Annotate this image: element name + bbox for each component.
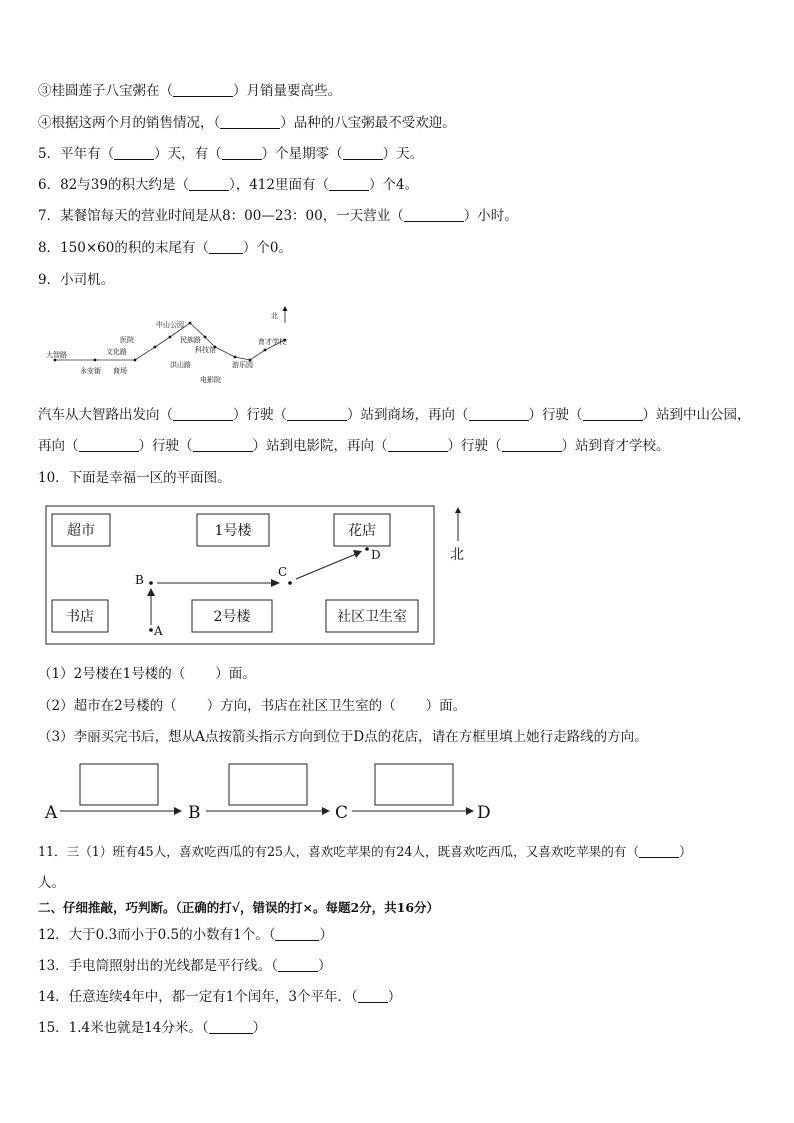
stop-label: 电影院 <box>200 376 221 384</box>
stop-dot <box>154 346 157 349</box>
point-c-label: C <box>278 565 288 579</box>
answer-blank[interactable] <box>329 176 369 191</box>
route-map <box>40 305 310 390</box>
answer-blank[interactable] <box>639 843 679 858</box>
question-11-cont: 人。 <box>38 875 65 891</box>
answer-blank[interactable] <box>358 988 388 1003</box>
path-c-d <box>296 554 356 579</box>
north-arrowhead-icon <box>283 306 288 311</box>
question-12 <box>38 925 333 945</box>
text: 12．大于0.3而小于0.5的小数有1个。（ <box>38 927 276 943</box>
text: ）个星期零（ <box>261 146 343 162</box>
point-b-dot <box>149 581 153 585</box>
flower-label: 花店 <box>348 523 376 539</box>
building2-label: 2号楼 <box>213 609 251 625</box>
text: ） <box>679 844 692 859</box>
stop-dot <box>54 359 57 362</box>
arrowhead-icon <box>174 807 182 815</box>
text: ） <box>252 1020 267 1036</box>
text: ）行驶（ <box>138 438 193 454</box>
stop-dot <box>189 322 192 325</box>
text: 汽车从大智路出发向（ <box>38 407 173 423</box>
question-13 <box>38 956 331 976</box>
q4-line4 <box>38 113 456 133</box>
stop-dot <box>169 336 172 339</box>
arrowhead-icon <box>353 550 362 558</box>
answer-blank[interactable] <box>287 406 347 421</box>
stop-dot <box>134 359 137 362</box>
section-2-heading: 二、仔细推敲，巧判断。（正确的打√，错误的打×。每题2分，共16分） <box>38 900 440 915</box>
text: ）小时。 <box>463 208 518 224</box>
route-point-c: C <box>335 803 349 823</box>
text: ）站到育才学校。 <box>561 438 670 454</box>
text: ）面。 <box>425 698 467 714</box>
question-8 <box>38 238 292 258</box>
text: ）面。 <box>215 666 256 682</box>
text: ）站到中山公园， <box>642 407 751 423</box>
point-d-dot <box>365 547 369 551</box>
answer-blank[interactable] <box>502 437 562 452</box>
answer-blank[interactable] <box>114 145 154 160</box>
text: ③桂圆莲子八宝粥在（ <box>38 83 173 99</box>
question-5 <box>38 144 423 164</box>
answer-blank[interactable] <box>388 437 448 452</box>
stop-dot <box>264 349 267 352</box>
text: ）行驶（ <box>447 438 502 454</box>
stop-label: 中山公园 <box>156 321 184 329</box>
point-d-label: D <box>371 548 381 562</box>
point-c-dot <box>288 581 292 585</box>
question-10-sub3: （3）李丽买完书后，想从A点按箭头指示方向到位于D点的花店，请在方框里填上她行走路线的方向。 <box>38 729 648 745</box>
north-label: 北 <box>450 547 464 563</box>
answer-blank[interactable] <box>222 145 262 160</box>
text: ）月销量要高些。 <box>233 83 341 99</box>
text: 11．三（1）班有45人，喜欢吃西瓜的有25人，喜欢吃苹果的有24人，既喜欢吃西瓜，又喜欢吃苹果的有（ <box>38 844 640 859</box>
route-point-d: D <box>477 803 491 823</box>
text: ）天。 <box>382 146 424 162</box>
route-point-a: A <box>45 803 58 823</box>
stop-label: 洪山路 <box>170 361 191 369</box>
text: ）行驶（ <box>528 407 583 423</box>
text: ）站到电影院，再向（ <box>252 438 388 454</box>
stop-label: 大智路 <box>46 351 67 359</box>
answer-blank[interactable] <box>79 437 139 452</box>
stop-dot <box>204 336 207 339</box>
question-7 <box>38 206 518 226</box>
question-10-sub1 <box>38 664 256 684</box>
stop-label: 医院 <box>120 336 134 344</box>
direction-box-1[interactable] <box>80 764 158 805</box>
text: 6．82与39的积大约是（ <box>38 177 189 193</box>
answer-blank[interactable] <box>278 957 318 972</box>
question-9-line1 <box>38 405 751 425</box>
text: ） <box>317 958 332 974</box>
arrowhead-icon <box>147 588 155 596</box>
stop-dot <box>234 356 237 359</box>
question-9-line2 <box>38 436 670 456</box>
route-point-b: B <box>188 803 201 823</box>
arrowhead-icon <box>466 807 474 815</box>
answer-blank[interactable] <box>469 406 529 421</box>
answer-blank[interactable] <box>404 207 464 222</box>
answer-blank[interactable] <box>275 926 319 941</box>
north-label: 北 <box>271 312 278 320</box>
text: 7．某餐馆每天的营业时间是从8：00—23：00，一天营业（ <box>38 208 404 224</box>
point-a-dot <box>149 628 153 632</box>
point-b-label: B <box>135 573 144 587</box>
bookstore-label: 书店 <box>66 609 94 625</box>
text: （1）2号楼在1号楼的（ <box>38 666 186 682</box>
text: 5．平年有（ <box>38 146 115 162</box>
stop-label: 商场 <box>113 367 127 375</box>
community-plan-map <box>44 503 484 649</box>
text: ）行驶（ <box>233 407 287 423</box>
text: ）站到商场，再向（ <box>347 407 469 423</box>
q4-line3 <box>38 81 341 101</box>
answer-blank[interactable] <box>173 82 233 97</box>
text: 8．150×60的积的末尾有（ <box>38 240 209 256</box>
north-arrowhead-icon <box>455 507 461 513</box>
text: 再向（ <box>38 438 79 454</box>
answer-blank[interactable] <box>189 176 229 191</box>
answer-blank[interactable] <box>209 239 243 254</box>
stop-label: 育才学校 <box>258 338 286 346</box>
direction-box-2[interactable] <box>229 764 307 805</box>
text: ） <box>387 989 402 1005</box>
text: ）个0。 <box>242 240 292 256</box>
stop-label: 永安街 <box>80 367 101 375</box>
question-6 <box>38 175 418 195</box>
text: ④根据这两个月的销售情况，（ <box>38 115 221 131</box>
text: 13．手电筒照射出的光线都是平行线。（ <box>38 958 278 974</box>
question-10-title: 10．下面是幸福一区的平面图。 <box>38 470 231 486</box>
question-15 <box>38 1018 266 1038</box>
answer-blank[interactable] <box>209 1019 253 1034</box>
clinic-label: 社区卫生室 <box>337 609 407 625</box>
text: ）天，有（ <box>154 146 222 162</box>
stop-label: 民族路 <box>180 336 201 344</box>
point-a-label: A <box>154 624 163 638</box>
direction-box-3[interactable] <box>375 764 453 805</box>
text: ） <box>319 927 333 943</box>
arrowhead-icon <box>271 579 280 587</box>
answer-blank[interactable] <box>173 406 233 421</box>
text: ）方向，书店在社区卫生室的（ <box>206 698 396 714</box>
text: 14．任意连续4年中，都一定有1个闰年，3个平年．（ <box>38 989 358 1005</box>
text: ），412里面有（ <box>228 177 329 193</box>
answer-blank[interactable] <box>220 114 280 129</box>
question-14 <box>38 987 401 1007</box>
answer-blank[interactable] <box>583 406 643 421</box>
text: 15．1.4米也就是14分米。（ <box>38 1020 209 1036</box>
question-9-title: 9．小司机。 <box>38 272 115 288</box>
arrowhead-icon <box>322 807 330 815</box>
stop-dot <box>94 359 97 362</box>
question-11 <box>38 842 692 862</box>
stop-label: 文化路 <box>106 348 127 356</box>
answer-blank[interactable] <box>193 437 253 452</box>
text: ）个4。 <box>368 177 419 193</box>
supermarket-label: 超市 <box>67 523 95 539</box>
text: ）品种的八宝粥最不受欢迎。 <box>280 115 456 131</box>
stop-label: 科技馆 <box>195 346 216 354</box>
stop-label: 游乐园 <box>232 361 253 369</box>
text: （2）超市在2号楼的（ <box>38 698 177 714</box>
question-10-sub2 <box>38 696 466 716</box>
answer-blank[interactable] <box>343 145 383 160</box>
building1-label: 1号楼 <box>214 523 252 539</box>
route-boxes-diagram <box>40 758 500 828</box>
